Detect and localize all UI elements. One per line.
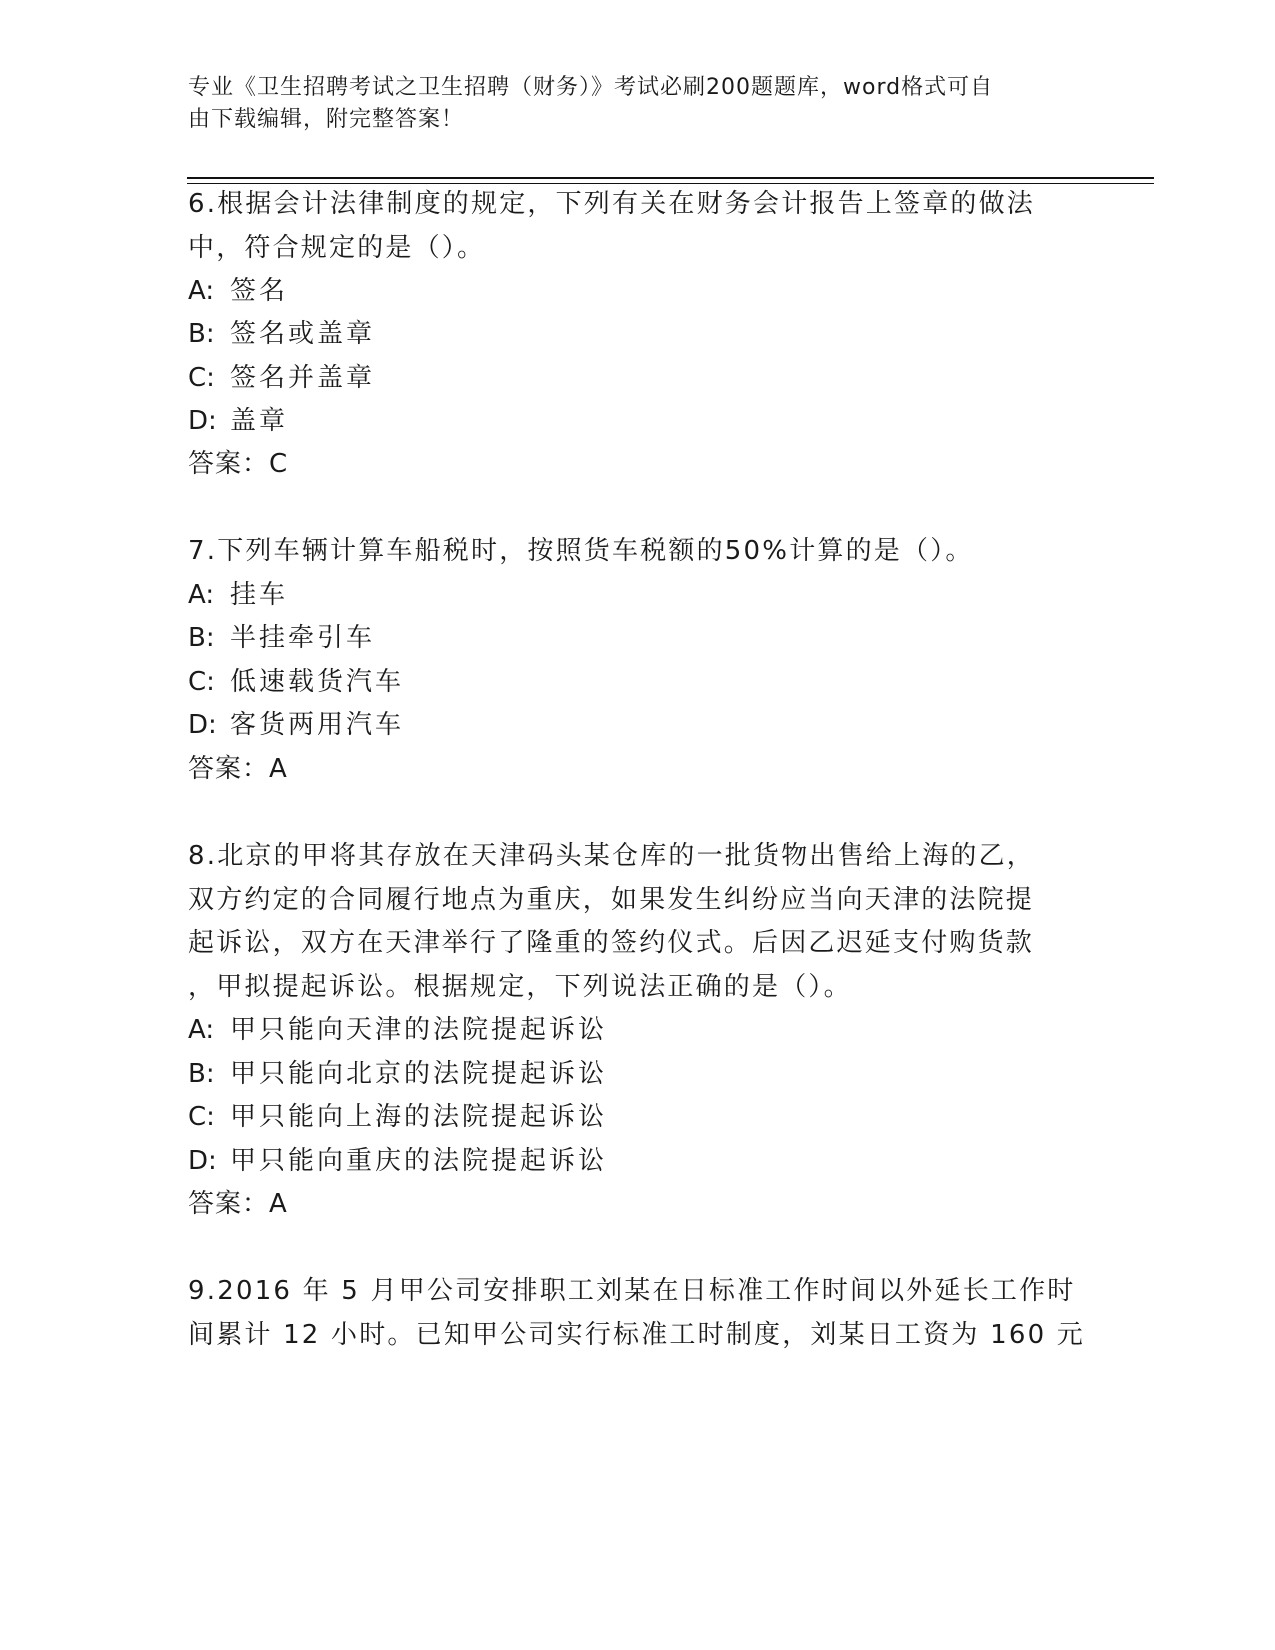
question-text-line: 9.2016 年 5 月甲公司安排职工刘某在日标准工作时间以外延长工作时: [188, 1276, 1076, 1306]
question-text-line: 中，符合规定的是（）。: [188, 233, 486, 263]
option-d: [188, 707, 404, 743]
option-text: 甲只能向上海的法院提起诉讼: [230, 1102, 608, 1132]
option-text: 挂车: [230, 580, 289, 610]
option-text: 盖章: [230, 406, 289, 436]
option-letter: B:: [188, 319, 215, 349]
header-line-2: 由下载编辑，附完整答案！: [188, 107, 465, 132]
option-b: [188, 316, 375, 352]
question-text-line: 6.根据会计法律制度的规定，下列有关在财务会计报告上签章的做法: [188, 189, 1036, 219]
option-letter: D:: [188, 406, 217, 436]
option-a: [188, 1012, 607, 1048]
option-text: 甲只能向北京的法院提起诉讼: [230, 1059, 608, 1089]
answer-text: 答案：A: [188, 754, 288, 784]
question-text-line: 7.下列车辆计算车船税时，按照货车税额的50%计算的是（）。: [188, 536, 974, 566]
option-letter: A:: [188, 276, 215, 306]
option-text: 低速载货汽车: [230, 667, 405, 697]
option-text: 半挂牵引车: [230, 623, 376, 653]
option-text: 甲只能向重庆的法院提起诉讼: [230, 1146, 608, 1176]
header-line-1: 专业《卫生招聘考试之卫生招聘（财务）》考试必刷200题题库，word格式可自: [188, 75, 994, 100]
question-text-line: 间累计 12 小时。已知甲公司实行标准工时制度，刘某日工资为 160 元: [188, 1320, 1085, 1350]
option-letter: C:: [188, 1102, 215, 1132]
option-letter: C:: [188, 667, 215, 697]
option-text: 甲只能向天津的法院提起诉讼: [230, 1015, 608, 1045]
option-b: [188, 1056, 607, 1092]
option-letter: C:: [188, 363, 215, 393]
question-text-line: 8.北京的甲将其存放在天津码头某仓库的一批货物出售给上海的乙，: [188, 841, 1036, 871]
option-a: [188, 273, 288, 309]
option-text: 签名: [230, 276, 289, 306]
option-b: [188, 620, 375, 656]
option-text: 签名或盖章: [230, 319, 376, 349]
option-letter: B:: [188, 623, 215, 653]
header-text: [188, 72, 1068, 136]
question-text-line: ，甲拟提起诉讼。根据规定，下列说法正确的是（）。: [188, 972, 852, 1002]
question-text-line: 起诉讼，双方在天津举行了隆重的签约仪式。后因乙迟延支付购货款: [188, 928, 1035, 958]
answer-text: 答案：A: [188, 1189, 288, 1219]
header-divider-thin: [187, 183, 1154, 184]
question-text-line: 双方约定的合同履行地点为重庆，如果发生纠纷应当向天津的法院提: [188, 885, 1035, 915]
option-letter: D:: [188, 1146, 217, 1176]
option-letter: D:: [188, 710, 217, 740]
option-letter: A:: [188, 1015, 215, 1045]
option-d: [188, 1143, 607, 1179]
option-letter: A:: [188, 580, 215, 610]
option-c: [188, 360, 375, 396]
option-a: [188, 577, 288, 613]
option-text: 客货两用汽车: [230, 710, 405, 740]
option-d: [188, 403, 288, 439]
header-divider-thick: [187, 177, 1154, 179]
option-text: 签名并盖章: [230, 363, 376, 393]
answer-text: 答案：C: [188, 449, 289, 479]
option-c: [188, 1099, 607, 1135]
option-c: [188, 664, 404, 700]
option-letter: B:: [188, 1059, 215, 1089]
